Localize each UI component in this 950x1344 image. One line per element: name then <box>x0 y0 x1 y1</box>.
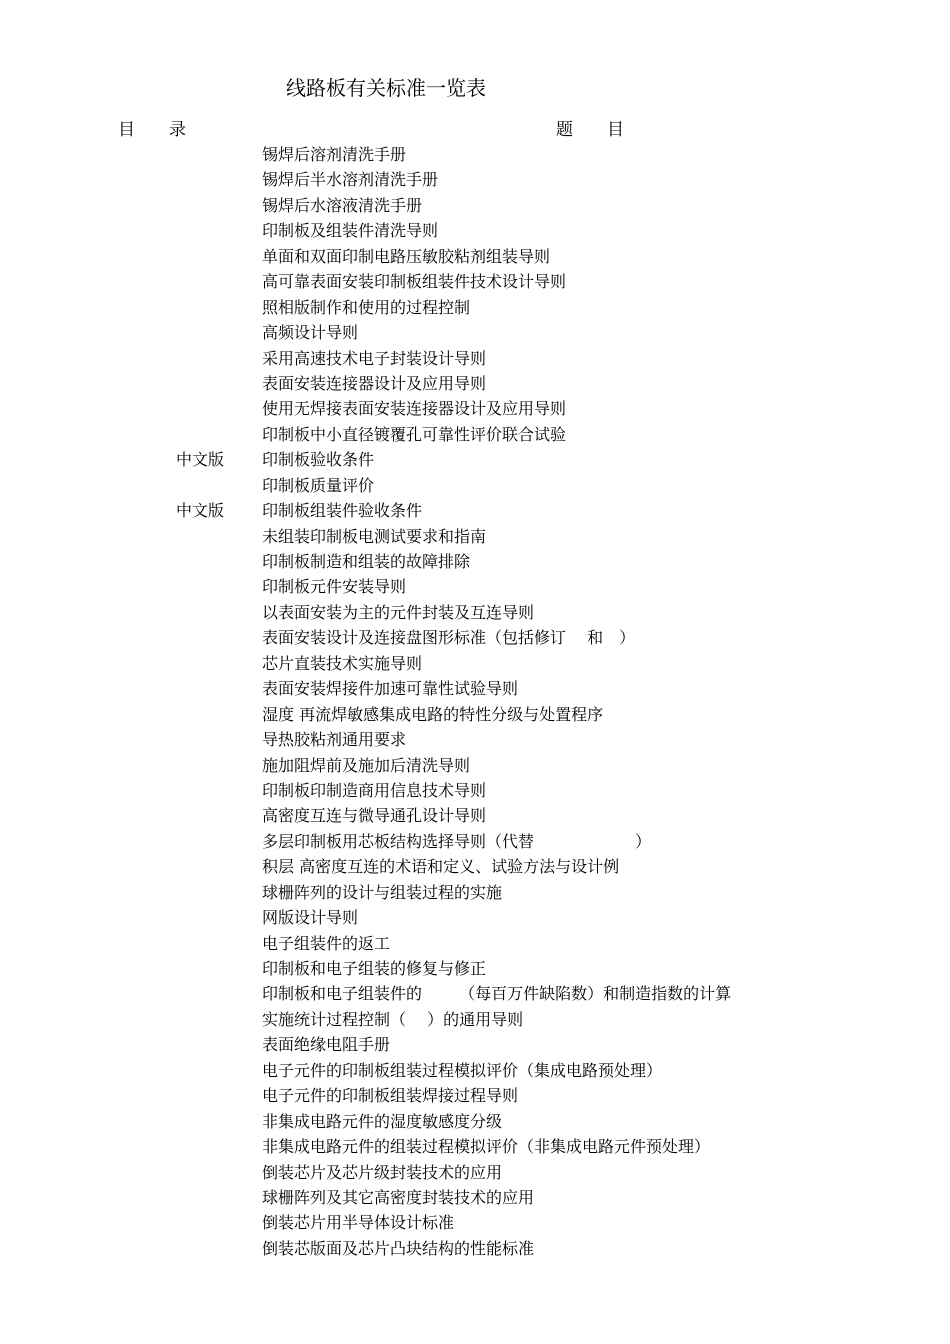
list-item <box>0 218 950 243</box>
list-item <box>0 396 950 421</box>
topic-title: 使用无焊接表面安装连接器设计及应用导则 <box>262 399 567 419</box>
list-item <box>0 625 950 650</box>
topic-title: 高可靠表面安装印制板组装件技术设计导则 <box>262 272 567 292</box>
topic-title: 印制板质量评价 <box>262 475 375 495</box>
list-item <box>0 193 950 218</box>
standards-list <box>0 142 950 1261</box>
topic-title: 印制板验收条件 <box>262 450 375 470</box>
list-item <box>0 702 950 727</box>
list-item <box>0 803 950 828</box>
list-item <box>0 371 950 396</box>
topic-title: 印制板组装件验收条件 <box>262 501 423 521</box>
list-item <box>0 1007 950 1032</box>
topic-title: 积层 高密度互连的术语和定义、试验方法与设计例 <box>262 857 620 877</box>
topic-title: 电子元件的印制板组装焊接过程导则 <box>262 1086 519 1106</box>
list-item <box>0 727 950 752</box>
list-item <box>0 346 950 371</box>
topic-title: 电子元件的印制板组装过程模拟评价（集成电路预处理） <box>262 1060 663 1080</box>
topic-title: 多层印制板用芯板结构选择导则（代替 ） <box>262 831 652 851</box>
topic-title: 印制板元件安装导则 <box>262 577 407 597</box>
topic-title: 印制板印制造商用信息技术导则 <box>262 780 487 800</box>
list-item <box>0 854 950 879</box>
topic-title: 电子组装件的返工 <box>262 933 391 953</box>
topic-title: 倒装芯片及芯片级封装技术的应用 <box>262 1162 503 1182</box>
list-item <box>0 829 950 854</box>
topic-title: 非集成电路元件的湿度敏感度分级 <box>262 1111 503 1131</box>
list-item <box>0 1109 950 1134</box>
topic-title: 表面绝缘电阻手册 <box>262 1035 391 1055</box>
topic-title: 高密度互连与微导通孔设计导则 <box>262 806 487 826</box>
list-item <box>0 753 950 778</box>
list-item <box>0 422 950 447</box>
list-item <box>0 498 950 523</box>
list-item <box>0 1058 950 1083</box>
edition-label: 中文版 <box>176 450 225 470</box>
topic-title: 印制板和电子组装件的 （每百万件缺陷数）和制造指数的计算 <box>262 984 732 1004</box>
topic-title: 湿度 再流焊敏感集成电路的特性分级与处置程序 <box>262 704 604 724</box>
topic-title: 印制板及组装件清洗导则 <box>262 221 439 241</box>
topic-title: 表面安装焊接件加速可靠性试验导则 <box>262 679 519 699</box>
list-item <box>0 931 950 956</box>
topic-title: 高频设计导则 <box>262 323 359 343</box>
list-item <box>0 880 950 905</box>
topic-title: 表面安装连接器设计及应用导则 <box>262 373 487 393</box>
list-item <box>0 574 950 599</box>
topic-title: 锡焊后溶剂清洗手册 <box>262 145 407 164</box>
list-item <box>0 244 950 269</box>
topic-title: 芯片直装技术实施导则 <box>262 653 423 673</box>
topic-title: 网版设计导则 <box>262 908 359 928</box>
topic-title: 印制板和电子组装的修复与修正 <box>262 959 487 978</box>
topic-title: 未组装印制板电测试要求和指南 <box>262 526 487 546</box>
list-item <box>0 473 950 498</box>
list-item <box>0 269 950 294</box>
topic-title: 锡焊后半水溶剂清洗手册 <box>262 170 439 190</box>
topic-title: 印制板制造和组装的故障排除 <box>262 552 471 571</box>
list-item <box>0 524 950 549</box>
list-item <box>0 320 950 345</box>
list-item <box>0 676 950 701</box>
list-item <box>0 1160 950 1185</box>
topic-title: 单面和双面印制电路压敏胶粘剂组装导则 <box>262 246 551 266</box>
topic-title: 以表面安装为主的元件封装及互连导则 <box>262 602 535 622</box>
topic-title: 非集成电路元件的组装过程模拟评价（非集成电路元件预处理） <box>262 1137 711 1157</box>
list-item <box>0 778 950 803</box>
topic-title: 倒装芯版面及芯片凸块结构的性能标准 <box>262 1238 535 1258</box>
list-item <box>0 549 950 574</box>
list-item <box>0 1083 950 1108</box>
topic-title: 表面安装设计及连接盘图形标准（包括修订 和 ） <box>262 628 636 648</box>
list-item <box>0 142 950 167</box>
topic-title: 锡焊后水溶液清洗手册 <box>262 195 423 215</box>
list-item <box>0 295 950 320</box>
list-item <box>0 1185 950 1210</box>
list-item <box>0 167 950 192</box>
topic-title: 印制板中小直径镀覆孔可靠性评价联合试验 <box>262 424 567 444</box>
topic-title: 球栅阵列的设计与组装过程的实施 <box>262 882 503 902</box>
topic-title: 球栅阵列及其它高密度封装技术的应用 <box>262 1187 535 1207</box>
list-item <box>0 1236 950 1261</box>
document-title: 线路板有关标准一览表 <box>286 76 486 100</box>
topic-title: 施加阻焊前及施加后清洗导则 <box>262 755 471 775</box>
list-item <box>0 447 950 472</box>
edition-label: 中文版 <box>176 501 225 521</box>
list-item <box>0 905 950 930</box>
list-item <box>0 981 950 1006</box>
topic-title: 采用高速技术电子封装设计导则 <box>262 348 487 368</box>
list-item <box>0 956 950 981</box>
topic-title: 照相版制作和使用的过程控制 <box>262 297 471 317</box>
list-item <box>0 1032 950 1057</box>
column-header-topic: 题 目 <box>556 120 624 140</box>
topic-title: 导热胶粘剂通用要求 <box>262 730 407 750</box>
list-item <box>0 651 950 676</box>
list-item <box>0 1210 950 1235</box>
list-item <box>0 600 950 625</box>
topic-title: 实施统计过程控制（ ）的通用导则 <box>262 1009 524 1029</box>
topic-title: 倒装芯片用半导体设计标准 <box>262 1213 455 1233</box>
list-item <box>0 1134 950 1159</box>
column-header-catalog: 目 录 <box>118 120 186 140</box>
